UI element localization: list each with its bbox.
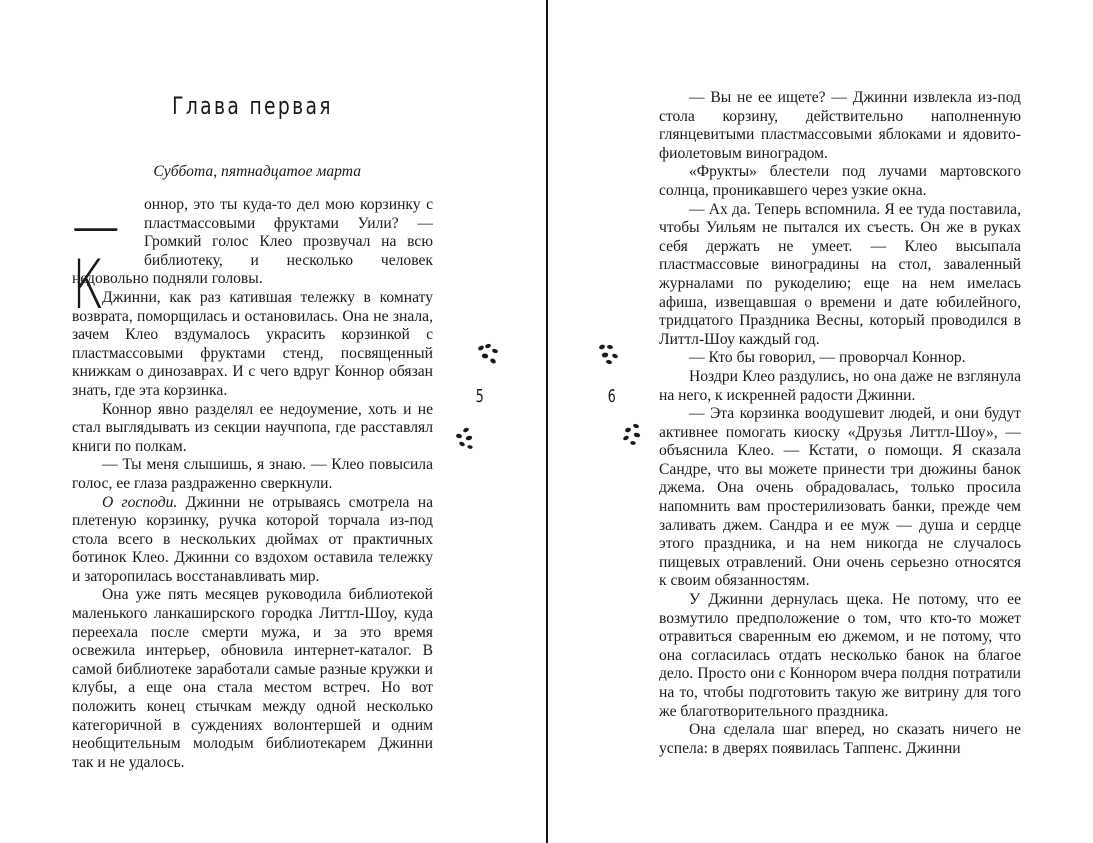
paragraph: — Кто бы говорил, — проворчал Коннор. — [689, 349, 966, 367]
chapter-title: Глава первая — [172, 92, 333, 120]
paw-print-ornament-icon — [476, 342, 502, 366]
opening-paragraph — [72, 186, 433, 325]
paragraph: Ноздри Клео раздулись, но она даже не взглянула на него, к искренней радости Джинни. — [659, 367, 1021, 404]
right-page-body — [659, 89, 1021, 758]
paragraph: Она сделала шаг вперед, но сказать ничего не успела: в дверях появилась Таппенс. Джинни — [659, 721, 1021, 757]
page-number-right: 6 — [607, 386, 616, 407]
paragraph: У Джинни дернулась щека. Не потому, что ее возмутило предположение о том, что кто-то может отравиться сваренным ею джемом, и не потому, что она согласилась отдать несколько банок на благое дело. Просто они с Коннором вчера полдня потратили на то, чтобы подготовить такую же витрину для того же благотворительного праздника. — [659, 591, 1021, 720]
italic-lead: О господи. — [102, 493, 178, 511]
paragraph: — Ах да. Теперь вспомнила. Я ее туда поставила, чтобы Уильям не пытался их съесть. Он же в руках себя держать не умеет. — Клео высыпала пластмассовые виноградины на стол, заваленный журналами по рукоделию; еще на нем имелась афиша, извещавшая о времени и дате юбилейного, тридцатого Праздника Весны, который проводился в Литтл-Шоу каждый год. — [659, 200, 1021, 348]
chapter-date: Суббота, пятнадцатое марта — [153, 163, 361, 180]
paragraph: Коннор явно разделял ее недоумение, хоть и не стал выглядывать из секции научпопа, где расставлял книги по полкам. — [72, 400, 433, 455]
paragraph: Джинни, как раз катившая тележку в комнату возврата, поморщилась и остановилась. Она не знала, зачем Клео вздумалось украсить корзинкой с пластмассовыми фруктами стенд, посвященный книжкам о динозаврах. И с чего вдруг Коннор обязан знать, где эта корзинка. — [72, 288, 433, 399]
left-page-body — [72, 186, 434, 772]
paragraph: Она уже пять месяцев руководила библиотекой маленького ланкаширского городка Литтл-Шоу, куда переехала после смерти мужа, и за это время освежила интерьер, обновила интернет-каталог. В самой библиотеке заработали самые разные кружки и клубы, а еще она стала местом встреч. Но вот положить конец стычкам между одной несколько категоричной в суждениях волонтершей и одним необщительным молодым библиотекарем Джинни так и не удалось. — [72, 586, 433, 771]
paragraph-text: Джинни не отрываясь смотрела на плетеную корзинку, ручка которой торчала из-под стола всего в нескольких дюймах от практичных ботинок Клео. Джинни со вздохом оставила тележку и заторопилась восстанавливать мир. — [72, 493, 434, 585]
paragraph — [72, 494, 433, 587]
page-number-left: 5 — [475, 386, 484, 407]
paw-print-ornament-icon — [596, 342, 622, 366]
paw-print-ornament-icon — [618, 422, 644, 446]
opening-paragraph-text: оннор, это ты куда-то дел мою корзинку с пластмассовыми фруктами Уили? — Громкий голос Клео прозвучал на всю библиотеку, и несколько человек недовольно подняли головы. — [72, 196, 433, 288]
gutter-divider — [546, 0, 548, 843]
drop-cap: —К — [72, 186, 120, 325]
paragraph: — Вы не ее ищете? — Джинни извлекла из-под стола корзину, действительно наполненную глянцевитыми пластмассовыми яблоками и ядовито-фиолетовым виноградом. — [659, 89, 1021, 162]
paw-print-ornament-icon — [452, 426, 478, 450]
paragraph: «Фрукты» блестели под лучами мартовского солнца, проникавшего через узкие окна. — [659, 163, 1021, 199]
paragraph: — Ты меня слышишь, я знаю. — Клео повысила голос, ее глаза раздраженно сверкнули. — [72, 456, 433, 492]
paragraph: — Эта корзинка воодушевит людей, и они будут активнее помогать киоску «Друзья Литтл-Шоу», — объяснила Клео. — Кстати, о помощи. Я сказала Сандре, что вы можете принести три дюжины банок джема. Она очень обрадовалась, только просила напомнить вам простерилизовать банки, прежде чем заливать джем. Сандра и ее муж — душа и сердце этого праздника, и на нем никогда не случалось пищевых отравлений. Они очень серьезно относятся к своим обязанностям. — [659, 405, 1021, 590]
